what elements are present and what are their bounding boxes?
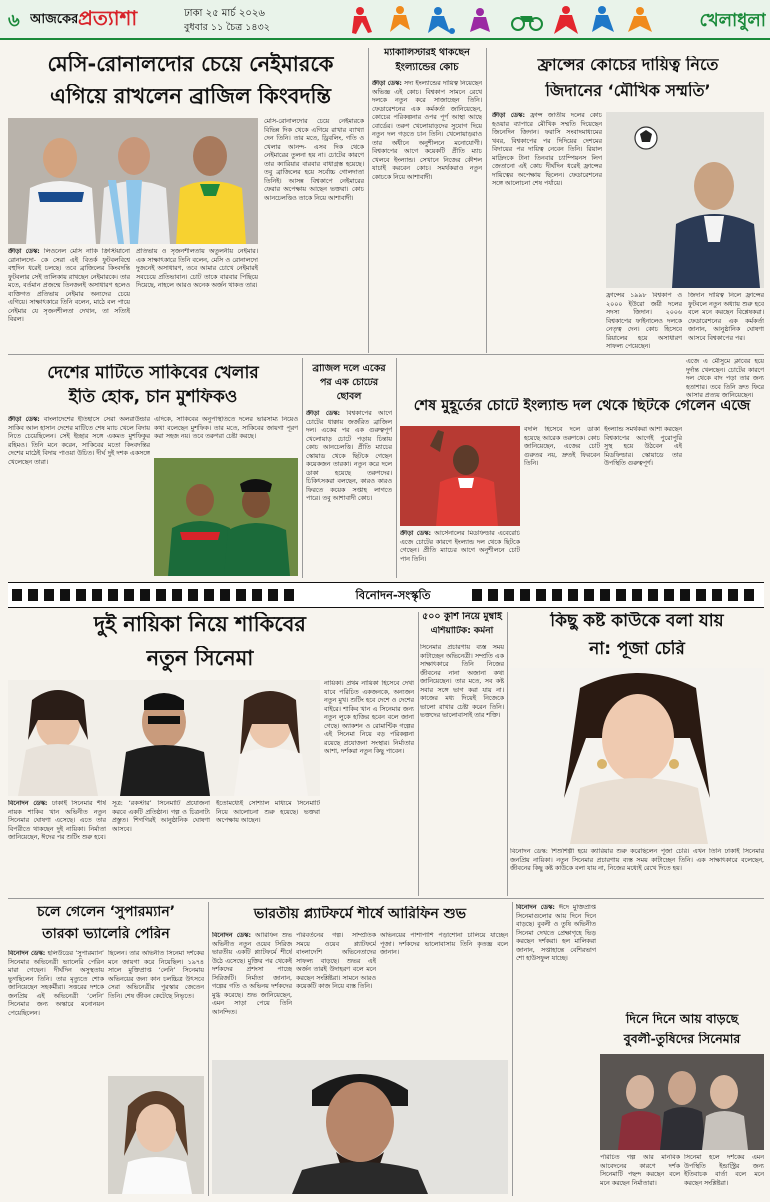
column-rule: [486, 48, 487, 353]
puja-sidebar-body: সিনেমার প্রচারণায় ব্যস্ত সময় কাটাচ্ছেন অভিনেত্রী। সম্প্রতি এক সাক্ষাৎকারে তিনি নিজের জীবনের নানা অজানা কথা জানিয়েছেন। তার মতে, সব কষ্ট সবার সঙ্গে ভাগ করা যায় না। কাজের মধ্য দিয়েই নিজেকে ভালো রাখার চেষ্টা করেন তিনি। ভক্তদের ভালোবাসাই তার শক্তি।: [420, 644, 504, 719]
brazil-headline-line-1: ব্রাজিল দলে একের: [312, 364, 386, 374]
zidane-headline-line-1: ফ্রান্সের কোচের দায়িত্ব নিতে: [537, 56, 719, 74]
paper-prefix: আজকের: [30, 12, 78, 27]
puja-headline-1: কিছু কষ্ট কাউকে বলা যায়: [550, 612, 724, 631]
film-strip-icon: [468, 586, 764, 604]
puja-main-body: [510, 848, 764, 894]
entertainment-section-label: বিনোদন-সংস্কৃতি: [355, 588, 431, 602]
zidane-byline: ক্রীড়া ডেস্ক:: [492, 112, 525, 119]
valerie-perrine-photo: [108, 1076, 204, 1194]
england-coach-text: সদ্য ইংল্যান্ডের দায়িত্ব নিয়েছেন অভিজ্ঞ এই কোচ। বিশ্বকাপ সামনে রেখে দলকে নতুন করে সাজাচ্ছেন তিনি। ফেডারেশনের এক কর্মকর্তা জানিয়েছেন, কোচের পরিকল্পনার ওপর পূর্ণ আস্থা আছে বোর্ডের। তরুণ খেলোয়াড়দের সুযোগ দিয়ে নতুন দল গড়তে চান তিনি। খেলোয়াড়রাও তার অধীনে অনুশীলনে মনোযোগী। বিশ্বকাপের আগে কয়েকটি প্রীতি ম্যাচ খেলবে ইংল্যান্ড। সেখানে নিজের কৌশল যাচাই করবেন কোচ। সমর্থকরাও নতুন কোচকে নিয়ে আশাবাদী।: [372, 80, 482, 181]
england-coach-headline: ইংল্যান্ডের কোচ: [395, 62, 459, 73]
valerie-col-2: ছিলেন। তার অভিনীত সিনেমা দর্শকের মনে জায়গা করে নিয়েছিল। ১৯৭৪ সালে মুক্তিপ্রাপ্ত ‘লেনি’ সিনেমায় অভিনয়ের জন্য কান চলচ্চিত্র উৎসবে সেরা অভিনেত্রীর পুরস্কার জেতেন তিনি। শেষ জীবন কেটেছে নিভৃতে।: [108, 950, 204, 1000]
zidane-text: ফ্রান্স জাতীয় দলের কোচ হওয়ার ব্যাপারে মৌখিক সম্মতি দিয়েছেন জিনেদিন জিদান। ফরাসি সংবাদমাধ্যমের খবর, বিশ্বকাপের পর দিদিয়ের দেশমের বিদায়ের পর দায়িত্ব নেবেন তিনি। রিয়াল মাদ্রিদকে টানা তিনবার চ্যাম্পিয়নস লিগ জেতানো এই কোচ দীর্ঘদিন ধরেই ফ্রান্সের দায়িত্বের অপেক্ষায় ছিলেন। ফেডারেশনের সঙ্গে আলোচনা শেষ পর্যায়ে।: [492, 112, 602, 187]
shakib-body: [8, 416, 150, 576]
row-rule: [8, 354, 764, 355]
valerie-byline: বিনোদন ডেস্ক:: [8, 950, 46, 957]
neymar-headline-line-1: মেসি-রোনালদোর চেয়ে নেইমারকে: [47, 52, 334, 76]
date-line-2: বুধবার ১১ চৈত্র ১৪৩২: [184, 22, 270, 33]
neymar-byline: ক্রীড়া ডেস্ক:: [8, 248, 40, 255]
neymar-headline-line-2: এগিয়ে রাখলেন ব্রাজিল কিংবদন্তি: [50, 84, 331, 108]
zidane-body: [492, 112, 602, 348]
shakib-cinema-headline-2: নতুন সিনেমা: [146, 646, 254, 670]
sports-silhouettes-icon: [340, 2, 670, 38]
valerie-text: হলিউডের ‘সুপারম্যান’ সিনেমার অভিনেত্রী ভ্যালেরি পেরিন মারা গেছেন। দীর্ঘদিন অসুস্থতায় ভুগছিলেন তিনি। তার মৃত্যুতে শোক জানিয়েছেন সহকর্মীরা। সত্তরের দশকে জনপ্রিয় এই অভিনেত্রী ‘লেনি’ সিনেমার জন্য অস্কারে মনোনয়ন পেয়েছিলেন।: [8, 950, 104, 1017]
shakib-cinema-text-1: ঢাকাই সিনেমার শীর্ষ নায়ক শাকিব খান অভিনীত নতুন সিনেমার ঘোষণা এসেছে। এতে তার বিপরীতে থাকছেন দুই নায়িকা। নির্মাতা জানিয়েছেন, ঈদের পর শুটিং শুরু হবে।: [8, 800, 106, 841]
bubli-tushi-poster: [600, 1054, 764, 1150]
brazil-byline: ক্রীড়া ডেস্ক:: [306, 410, 341, 417]
brazil-headline-line-3: ছোবল: [336, 392, 362, 402]
page-number: ৬: [8, 10, 20, 31]
arifin-col-3: অভিনয়ের পাশাপাশি পড়াশোনা চালিয়ে যাচ্ছেন পূজা। দর্শকদের ভালোবাসায় তিনি কৃতজ্ঞ বলে জানান।: [380, 932, 508, 956]
column-rule: [302, 358, 303, 578]
eje-col-4: এজে এ মৌসুমে ক্লাবের হয়ে দুর্দান্ত খেলছেন। চোটের কারণে দল থেকে বাদ পড়া তার জন্য হতাশার। তবে তিনি দ্রুত ফিরে আসার প্রত্যয় জানিয়েছেন।: [686, 358, 764, 399]
bubli-body: [516, 904, 596, 1090]
england-coach-body: [372, 80, 482, 348]
puja-kicker-1: ৫০০ কুর্শি নিয়ে মুম্বাই: [422, 612, 502, 622]
shakib-col-2: এদিকে, সাকিবের অনুপস্থিতিতে দলের ভারসাম্য নিয়েও কথা বলেছেন মুশফিক। তার মতে, সাকিবের জায়গা পূরণ করা সহজ নয়। তবে তরুণরা চেষ্টা করছে।: [154, 416, 298, 440]
shakib-cinema-headline-1: দুই নায়িকা নিয়ে শাকিবের: [94, 612, 306, 636]
messi-ronaldo-neymar-photo: [8, 118, 258, 244]
bubli-headline-1: দিনে দিনে আয় বাড়ছে: [625, 1012, 739, 1026]
valerie-headline-2: তারকা ভ্যালেরি পেরিন: [42, 926, 170, 942]
shakib-cinema-col-4: নায়িকা। প্রথম নায়িকা হিসেবে দেখা যাবে পরিচিত একজনকে, অন্যজন নতুন মুখ। শুটিং হবে দেশে ও দেশের বাইরে। শাকিব খান এ সিনেমার জন্য নতুন লুকে হাজির হবেন বলে জানা গেছে। অ্যাকশন ও রোমান্টিক গল্পের এই সিনেমা নিয়ে বড় পরিকল্পনা রয়েছে প্রযোজনা সংস্থার। নির্মাতার আশা, দর্শকরা নতুন কিছু পাবেন।: [324, 680, 414, 755]
bubli-col-2: পরিচিত গল্প আর মানবিক আবেদনের কারণে দর্শক সিনেমাটি পছন্দ করছেন বলে মনে করছেন নির্মাতারা।: [600, 1154, 680, 1187]
brazil-text: বিশ্বকাপের আগে চোটের ধাক্কায় জর্জরিত ব্রাজিল দল। একের পর এক গুরুত্বপূর্ণ খেলোয়াড় চোটে পড়ায় চিন্তায় কোচ আনচেলত্তি। প্রীতি ম্যাচের স্কোয়াড থেকে ছিটকে গেছেন কয়েকজন তারকা। নতুন করে দলে ডাকা হয়েছে তরুণদের। চিকিৎসকরা বলছেন, কারও কারও ফিরতে কয়েক সপ্তাহ লাগতে পারে। তবু আশাবাদী কোচ।: [306, 410, 392, 502]
eje-text-1: আর্সেনালের মিডফিল্ডার এবেরেচি এজে চোটের কারণে ইংল্যান্ড দল থেকে ছিটকে গেছেন। প্রীতি ম্যাচের আগে অনুশীলনে চোট পান তিনি।: [400, 530, 520, 563]
arifin-byline: বিনোদন ডেস্ক:: [212, 932, 251, 939]
masthead: [0, 0, 770, 40]
shakib-cinema-col-2: সূত্র: ‘রকস্টার’ সিনেমাটি প্রযোজনা করবে একটি প্রতিষ্ঠান। গল্প ও চিত্রনাট্য প্রস্তুত। শিগগিরই আনুষ্ঠানিক ঘোষণা আসবে।: [112, 800, 210, 833]
bubli-text: ঈদে মুক্তিপ্রাপ্ত সিনেমাগুলোর আয় দিনে দিনে বাড়ছে। বুবলী ও তুষি অভিনীত সিনেমা দেখতে প্রেক্ষাগৃহে ভিড় করছেন দর্শকরা। হল মালিকরা জানান, সপ্তাহান্তে বেশিরভাগ শো হাউসফুল যাচ্ছে।: [516, 904, 596, 962]
bubli-col-4: [516, 1094, 596, 1194]
paper-name: প্রত্যাশা: [78, 6, 138, 30]
arifin-body: [212, 932, 292, 1056]
arifin-col-2: পরিবর্তনের গল্প। সাম্প্রতিক সময়ে ওয়েব প্ল্যাটফর্মে বাংলাদেশি অভিনেতাদের সাফল্য বাড়ছে। শুভর এই অর্জন তারই উদাহরণ বলে মনে করছেন সংশ্লিষ্টরা। সামনে আরও কয়েকটি কাজ নিয়ে ব্যস্ত তিনি।: [296, 932, 376, 990]
neymar-col-2: প্রতিভায় ও সৃজনশীলতায় অতুলনীয় নেইমার। এক সাক্ষাৎকারে তিনি বলেন, মেসি ও রোনালদো দুজনেই অসাধারণ, তবে আমার চোখে নেইমারই সবচেয়ে প্রতিভাবান। চোট তাকে বারবার পিছিয়ে দিয়েছে, নাহলে আরও অনেক অর্জন থাকত তার।: [136, 248, 258, 289]
puja-cherry-photo: [510, 668, 764, 844]
column-rule: [396, 358, 397, 578]
eje-col-3: ইংল্যান্ড সমর্থকরা আশা করছেন বিশ্বকাপের আগেই পুরোপুরি সুস্থ হয়ে উঠবেন এই মিডফিল্ডার। স্কোয়াডে তার উপস্থিতি গুরুত্বপূর্ণ।: [604, 426, 682, 467]
zidane-photo: [606, 112, 764, 288]
arifin-shuvo-photo: [212, 1060, 508, 1194]
puja-kicker-2: এশিয়াটিক: কর্মনা: [430, 626, 494, 636]
eze-photo: [400, 426, 520, 526]
shakib-cinema-byline: বিনোদন ডেস্ক:: [8, 800, 48, 807]
section-label: খেলাধুলা: [699, 10, 766, 31]
zidane-col-3: জিদান দায়িত্ব নিলে ফ্রান্সের ফুটবলে নতুন অধ্যায় শুরু হবে বলে মনে করছেন বিশ্লেষকরা। ফেডারেশনের এক কর্মকর্তা জানান, আনুষ্ঠানিক ঘোষণা আসবে বিশ্বকাপের পর।: [688, 292, 764, 342]
column-rule: [512, 902, 513, 1196]
row-rule: [8, 898, 764, 899]
arifin-text: আরিফিন শুভ অভিনীত নতুন ওয়েব সিরিজ ভারতীয় একটি প্ল্যাটফর্মে শীর্ষে উঠে এসেছে। মুক্তির পর থেকেই দর্শকদের প্রশংসা পাচ্ছে সিরিজটি। নির্মাতা জানান, গল্পের গতি ও অভিনয় দর্শকদের মুগ্ধ করেছে। শুভ জানিয়েছেন, এমন সাড়া পেয়ে তিনি আনন্দিত।: [212, 932, 292, 1016]
bubli-headline-2: বুবলী-তুষিদের সিনেমার: [623, 1032, 741, 1046]
neymar-col-1: [8, 248, 130, 348]
bubli-col-3: সিনেমা হলে দর্শকের এমন উপস্থিতি ইন্ডাস্ট্রির জন্য ইতিবাচক বার্তা বলে মনে করছেন সংশ্লিষ্টরা।: [684, 1154, 764, 1187]
valerie-headline-1: চলে গেলেন ‘সুপারম্যান’: [36, 904, 176, 920]
england-coach-byline: ক্রীড়া ডেস্ক:: [372, 80, 402, 87]
brazil-headline-line-2: পর এক চোটের: [319, 378, 379, 388]
valerie-body: [8, 950, 104, 1194]
eje-headline: শেষ মুহূর্তের চোটে ইংল্যান্ড দল থেকে ছিটকে গেলেন এজে: [413, 398, 751, 414]
shakib-heroines-photo: [8, 680, 320, 796]
shakib-headline-line-2: ইতি হোক, চান মুশফিকও: [68, 388, 238, 407]
eje-body: [400, 530, 520, 576]
column-rule: [507, 612, 508, 896]
shakib-text-1: বাংলাদেশের ইতিহাসে সেরা অলরাউন্ডার সাকিব আল হাসান দেশের মাটিতে শেষ ম্যাচ খেলে বিদায় নিতে চেয়েছিলেন। সেই ইচ্ছার সঙ্গে একমত মুশফিকুর রহিমও। তিনি মনে করেন, সাকিবের মতো কিংবদন্তির দেশের মাঠেই বিদায় পাওয়া উচিত। দীর্ঘ দুই দশক একসঙ্গে খেলেছেন তারা।: [8, 416, 150, 466]
puja-main-text: বিনোদন ডেস্ক: শিশুশিল্পী হয়ে ক্যারিয়ার শুরু করেছিলেন পূজা চেরি। এখন তিনি ঢাকাই সিনেমার জনপ্রিয় নায়িকা। নতুন সিনেমার প্রচারণায় ব্যস্ত সময় কাটাচ্ছেন তিনি। এক সাক্ষাৎকারে বলেছেন, জীবনের কিছু কষ্ট কাউকে বলা যায় না, নিজের মধ্যেই রেখে দিতে হয়।: [510, 848, 764, 872]
shakib-cinema-body: [8, 800, 106, 894]
shakib-cinema-col-3: ইতোমধ্যেই সোশ্যাল মাধ্যমে সিনেমাটি নিয়ে আলোচনা শুরু হয়েছে। ভক্তরা অপেক্ষায় আছেন।: [216, 800, 320, 824]
column-rule: [418, 612, 419, 896]
zidane-col-2: ফ্রান্সের ১৯৯৮ বিশ্বকাপ ও ২০০০ ইউরো জয়ী দলের সদস্য জিদান। ২০০৬ বিশ্বকাপের ফাইনালেও দলকে নেতৃত্ব দেন। কোচ হিসেবে রিয়ালের হয়ে অসাধারণ সাফল্য পেয়েছেন।: [606, 292, 682, 350]
film-strip-icon: [8, 586, 308, 604]
date-line-1: ঢাকা ২৫ মার্চ ২০২৬: [184, 8, 265, 19]
shakib-headline-line-1: দেশের মাটিতে সাকিবের খেলার: [47, 364, 259, 383]
england-coach-kicker: ম্যাকালিস্টারই থাকছেন: [384, 48, 470, 58]
brazil-body: [306, 410, 392, 576]
eje-byline: ক্রীড়া ডেস্ক:: [400, 530, 432, 537]
neymar-col-3: মেসি-রোনালদোর চেয়ে নেইমারকে বিভিন্ন দিক থেকে এগিয়ে রাখার ব্যাখ্যা দেন তিনি। তার মতে, ড্রিবলিং, গতি ও খেলার আনন্দ- এসব দিক থেকে নেইমারের তুলনা হয় না। চোটের কারণে তার ক্যারিয়ার বারবার বাধাগ্রস্ত হয়েছে। তবু ব্রাজিলের হয়ে সর্বোচ্চ গোলদাতা তিনিই। আসন্ন বিশ্বকাপে নেইমারের ফেরার অপেক্ষায় আছেন ভক্তরা। কোচ আনচেলত্তিও তাকে নিয়ে আশাবাদী।: [264, 118, 364, 202]
puja-headline-2: না: পূজা চেরি: [589, 640, 685, 659]
zidane-headline-line-2: জিদানের ‘মৌখিক সম্মতি’: [545, 82, 711, 100]
column-rule: [208, 902, 209, 1196]
neymar-col-1-text: লিওনেল মেসি নাকি ক্রিস্টিয়ানো রোনালদো- কে সেরা এই বিতর্ক ফুটবলবিশ্বে বহুদিন ধরেই চলছে। তবে ব্রাজিলের কিংবদন্তি ফুটবলার সেই তালিকায় রাখছেন নেইমারকে। তার মতে, বর্তমান প্রজন্মে তিনজনই অসাধারণ হলেও ব্যক্তিগত প্রতিভায় নেইমার অন্যদের চেয়ে এগিয়ে। সাক্ষাৎকারে তিনি বলেন, মাঠে বল পায়ে নেইমার যে সৃজনশীলতা দেখান, তা সত্যিই বিরল।: [8, 248, 130, 323]
column-rule: [368, 48, 369, 353]
shakib-mushfiq-photo: [154, 458, 298, 576]
bubli-byline: বিনোদন ডেস্ক:: [516, 904, 555, 911]
entertainment-banner: [8, 582, 764, 608]
arifin-headline: ভারতীয় প্ল্যাটফর্মে শীর্ষে আরিফিন শুভ: [253, 906, 467, 922]
shakib-byline: ক্রীড়া ডেস্ক:: [8, 416, 40, 423]
eje-col-2: বদলি হিসেবে দলে ডাকা হয়েছে আরেক তরুণকে। কোচ জানিয়েছেন, এজের চোট গুরুতর নয়, দ্রুতই ফিরবেন তিনি।: [524, 426, 600, 467]
